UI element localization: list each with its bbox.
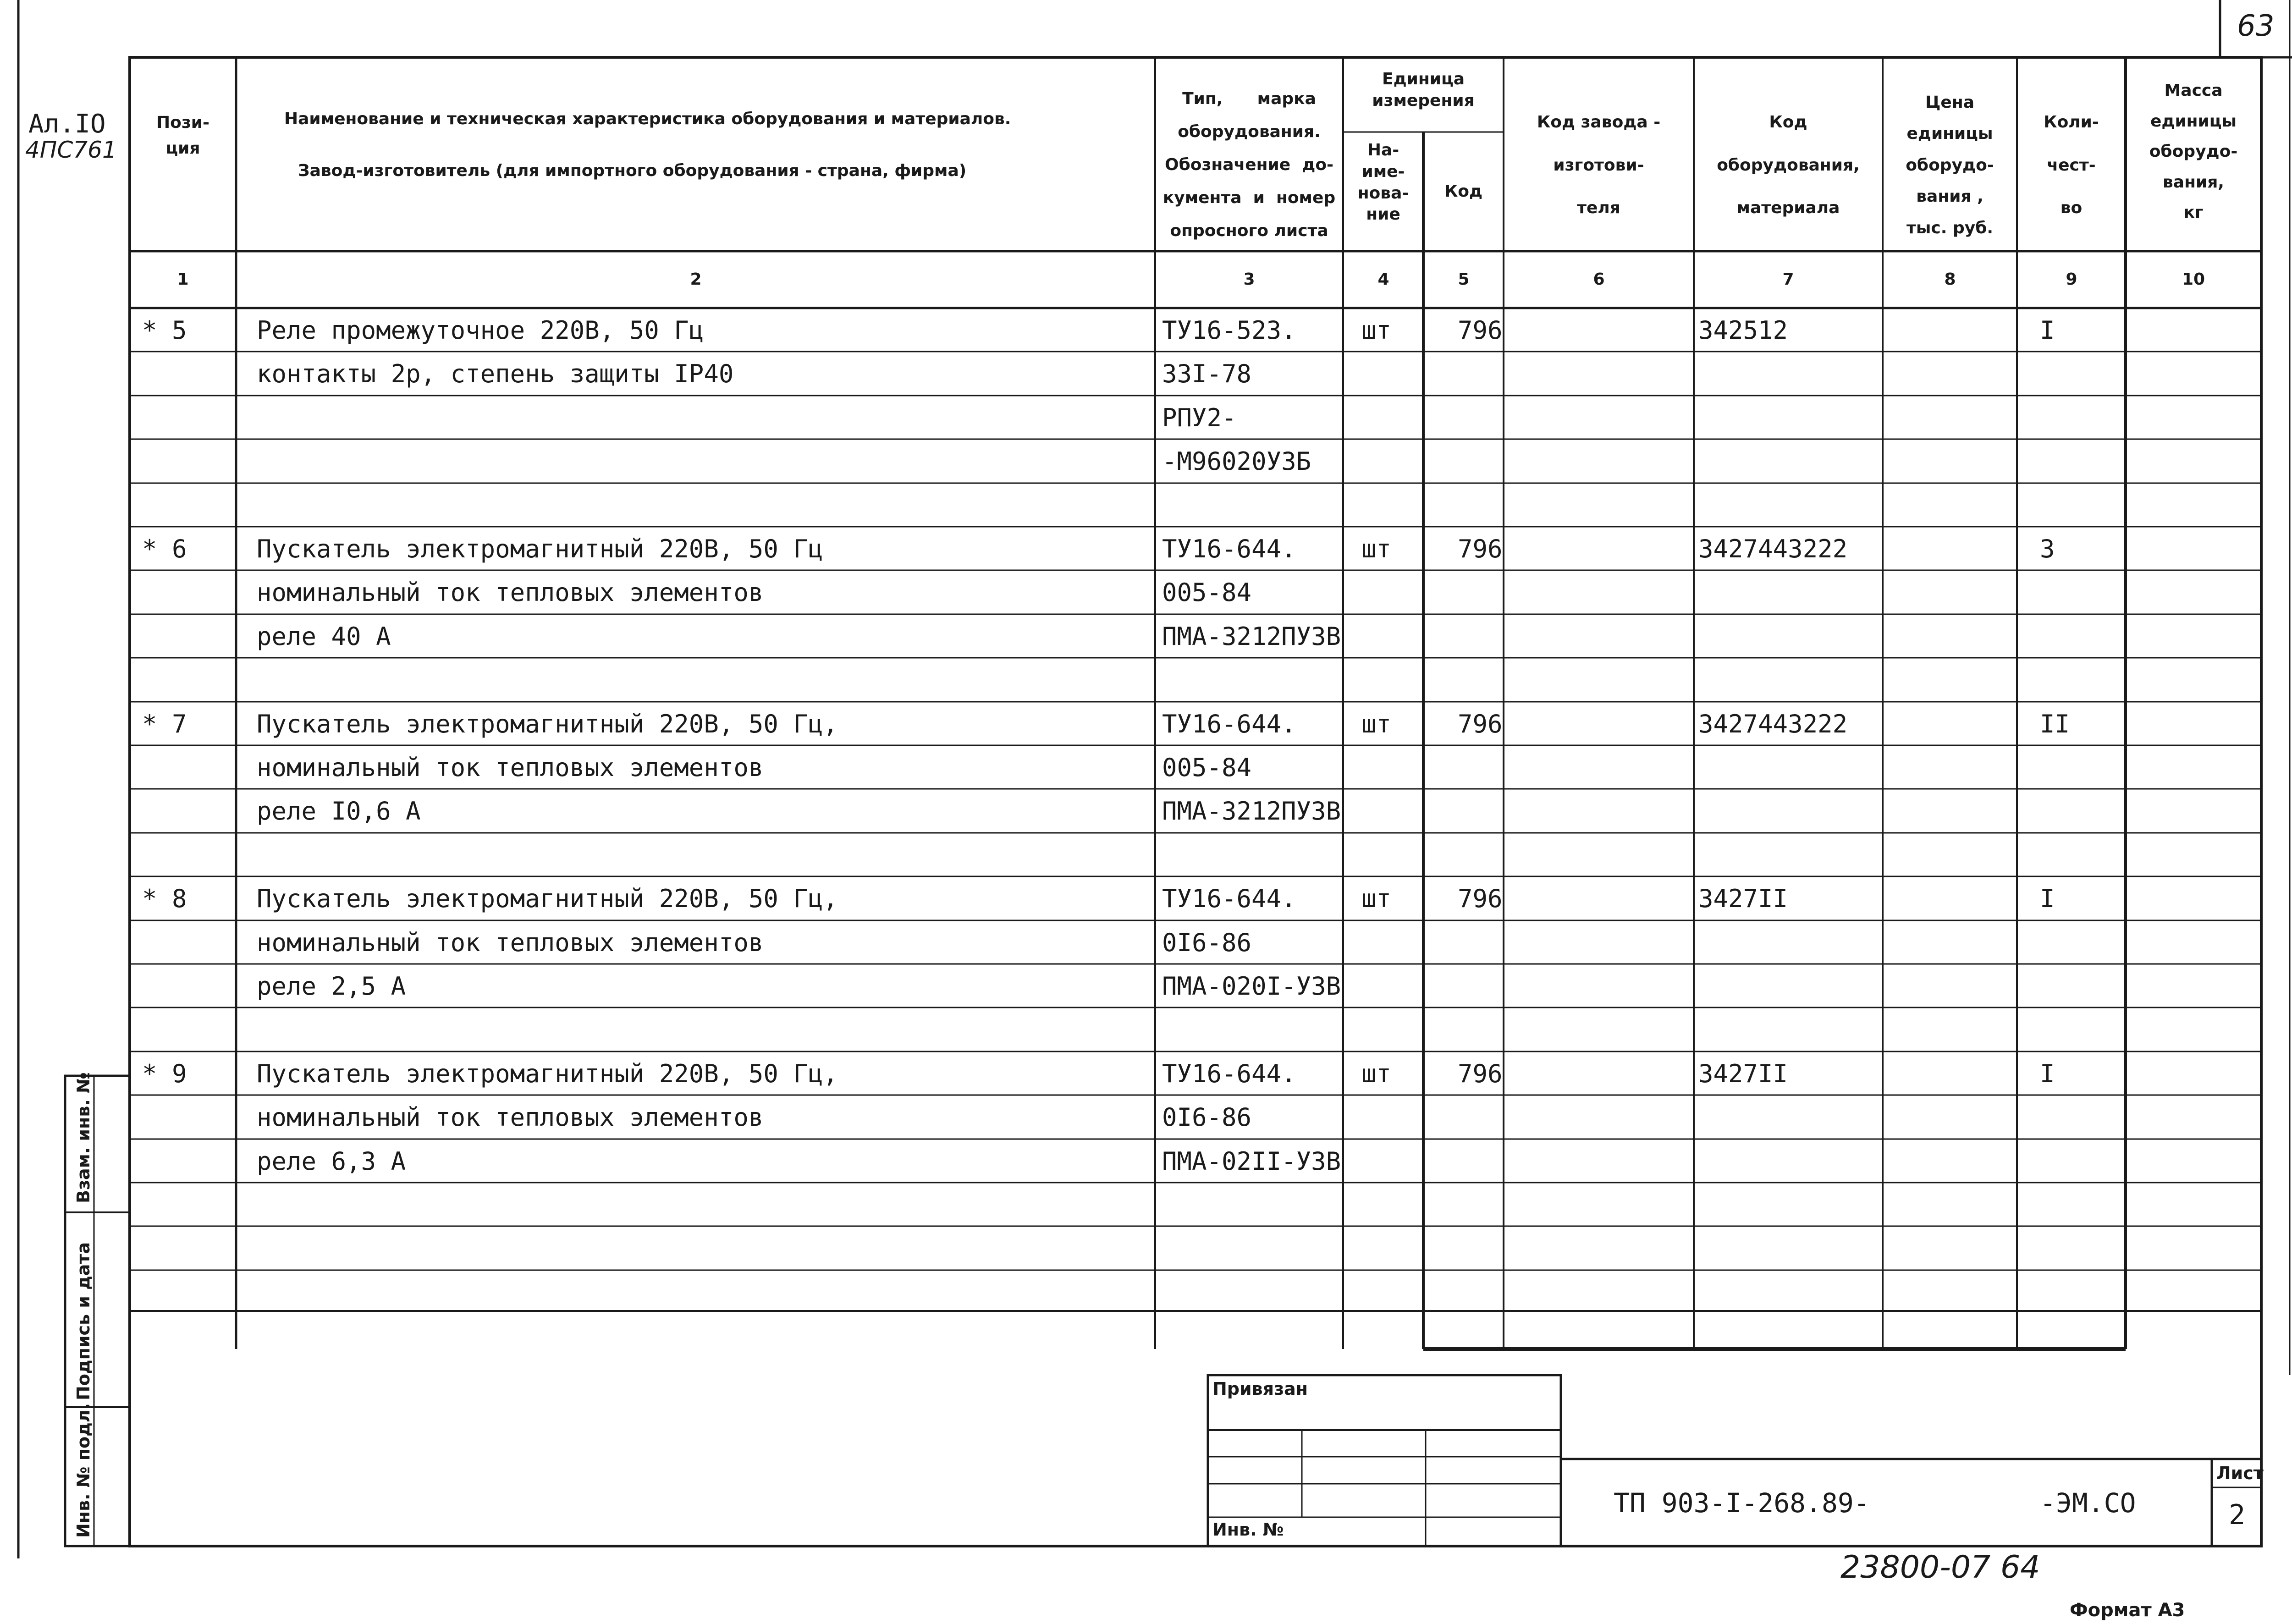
cell-name: контакты 2р, степень защиты IP40 [257,359,734,389]
cell-name: Пускатель электромагнитный 220В, 50 Гц, [257,709,838,738]
cell-name: Реле промежуточное 220В, 50 Гц [257,316,704,345]
cell-equipment-code: 342512 [1698,316,1788,345]
margin-note-line1: Ал.IO [28,109,106,139]
header-unit-code: Код [1444,182,1483,201]
column-number-8: 8 [1944,270,1956,289]
cell-equipment-code: 3427443222 [1698,534,1848,563]
cell-type: ТУ16-644. [1162,709,1296,738]
stamp-inventory-number: Инв. № [1212,1519,1284,1540]
sheet-number: 2 [2229,1499,2246,1531]
cell-name: номинальный ток тепловых элементов [257,578,764,607]
column-number-10: 10 [2182,270,2205,289]
document-code-right: -ЭМ.СО [2040,1487,2136,1519]
cell-type: ТУ16-644. [1162,1059,1296,1088]
cell-type: ТУ16-644. [1162,884,1296,914]
paper-format: Формат А3 [2070,1600,2185,1621]
cell-unit: шт [1361,709,1392,738]
cell-unit-code: 796 [1458,1059,1503,1088]
cell-quantity: II [2040,709,2070,738]
cell-name: номинальный ток тепловых элементов [257,928,764,957]
cell-name: номинальный ток тепловых элементов [257,753,764,782]
cell-name: Пускатель электромагнитный 220В, 50 Гц [257,534,823,563]
cell-name: реле 2,5 А [257,972,406,1001]
cell-type: ПМА-3212ПУ3В [1162,622,1341,651]
cell-name: реле I0,6 А [257,797,421,826]
cell-type: ПМА-3212ПУ3В [1162,797,1341,826]
cell-name: Пускатель электромагнитный 220В, 50 Гц, [257,1059,838,1088]
header-unit-group: Единица измерения [1372,70,1475,110]
side-label-original-inventory: Инв. № подл. [73,1403,94,1538]
cell-quantity: 3 [2040,534,2055,563]
cell-unit: шт [1361,316,1392,345]
cell-position: * 9 [142,1059,187,1088]
header-name-line1: Наименование и техническая характеристика оборудования и материалов. [284,110,1011,128]
cell-name: Пускатель электромагнитный 220В, 50 Гц, [257,884,838,914]
cell-unit-code: 796 [1458,316,1503,345]
cell-equipment-code: 3427II [1698,884,1788,914]
cell-name: реле 6,3 А [257,1146,406,1176]
header-mass: Масса единицы оборудо- вания, кг [2149,81,2238,222]
cell-unit: шт [1361,1059,1392,1088]
stamp-bound-to: Привязан [1212,1379,1308,1399]
side-label-signature-date: Подпись и дата [73,1242,94,1400]
sheet-label: Лист [2216,1463,2264,1483]
document-code-left: ТП 903-I-268.89- [1614,1487,1870,1519]
cell-type: РПУ2- [1162,403,1237,432]
cell-type: 0I6-86 [1162,928,1252,957]
cell-name: номинальный ток тепловых элементов [257,1103,764,1132]
header-price: Цена единицы оборудо- вания , тыс. руб. [1906,93,1994,237]
cell-type: -М96020У3Б [1162,447,1311,476]
cell-equipment-code: 3427II [1698,1059,1788,1088]
column-number-9: 9 [2066,270,2077,289]
column-number-2: 2 [690,270,702,289]
page-number: 63 [2237,9,2275,43]
column-number-6: 6 [1593,270,1605,289]
cell-position: * 8 [142,884,187,914]
column-number-1: 1 [177,270,189,289]
cell-type: ТУ16-523. [1162,316,1296,345]
cell-quantity: I [2040,1059,2055,1088]
cell-type: 33I-78 [1162,359,1252,389]
header-unit-name: На- име- нова- ние [1357,141,1409,224]
header-position: Пози- ция [156,113,209,158]
cell-type: 005-84 [1162,753,1252,782]
margin-note-line2: 4ПС761 [25,137,117,163]
header-quantity: Коли- чест- во [2044,113,2099,218]
cell-quantity: I [2040,316,2055,345]
cell-position: * 6 [142,534,187,563]
cell-type: ТУ16-644. [1162,534,1296,563]
header-name-line2: Завод-изготовитель (для импортного оборудования - страна, фирма) [298,161,967,180]
cell-type: ПМА-02II-У3В [1162,1146,1341,1176]
cell-unit-code: 796 [1458,884,1503,914]
cell-position: * 7 [142,709,187,738]
handwritten-number: 23800-07 64 [1840,1549,2040,1585]
column-number-5: 5 [1458,270,1470,289]
column-number-3: 3 [1243,270,1255,289]
header-type: Тип, марка оборудования. Обозначение до- кумента и номер опросного листа [1163,89,1336,240]
cell-unit: шт [1361,884,1392,914]
cell-unit-code: 796 [1458,709,1503,738]
column-number-4: 4 [1377,270,1389,289]
column-number-7: 7 [1782,270,1794,289]
header-equipment-code: Код оборудования, материала [1717,113,1860,218]
cell-type: ПМА-020I-У3В [1162,972,1341,1001]
cell-unit-code: 796 [1458,534,1503,563]
cell-equipment-code: 3427443222 [1698,709,1848,738]
cell-unit: шт [1361,534,1392,563]
cell-position: * 5 [142,316,187,345]
cell-type: 005-84 [1162,578,1252,607]
cell-type: 0I6-86 [1162,1103,1252,1132]
cell-quantity: I [2040,884,2055,914]
cell-name: реле 40 А [257,622,391,651]
header-factory-code: Код завода - изготови- теля [1537,113,1661,218]
side-label-replaced-inventory: Взам. инв. № [73,1072,94,1203]
